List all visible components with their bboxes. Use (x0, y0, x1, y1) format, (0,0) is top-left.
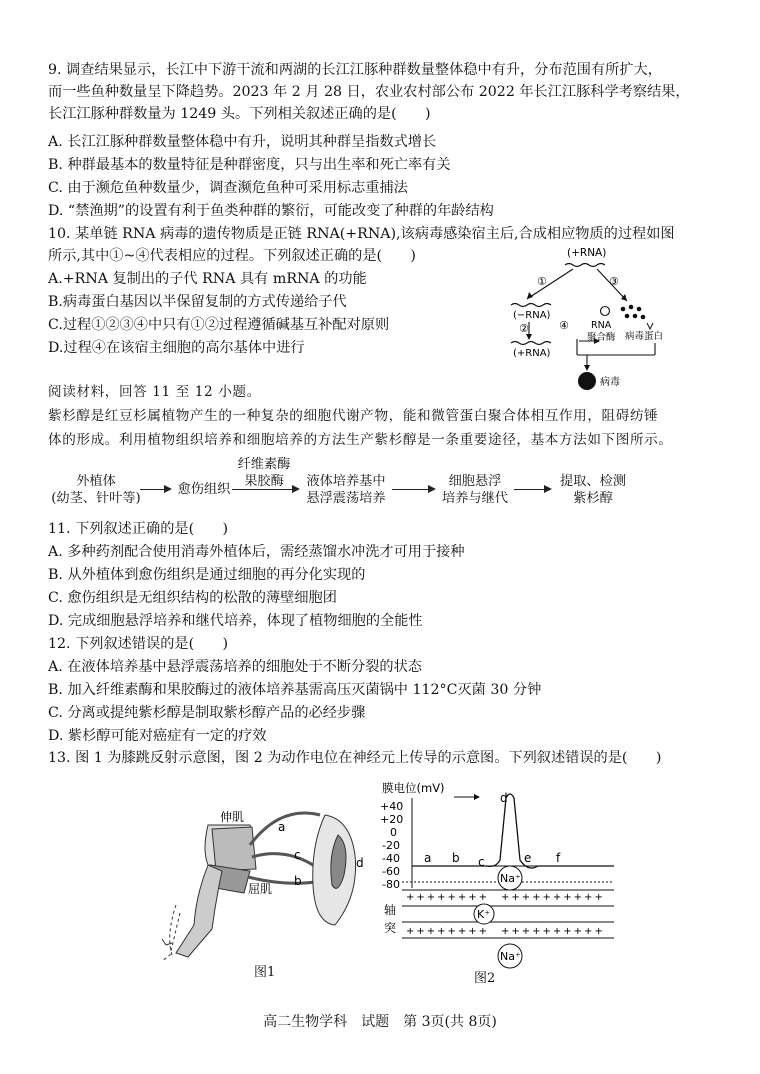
fig1-point-d: d (356, 856, 364, 870)
fig2-ylabel: 膜电位(mV) (382, 781, 445, 795)
top-rna-strand (565, 264, 605, 267)
q11-option-b: B. 从外植体到愈伤组织是通过细胞的再分化实现的 (48, 567, 366, 583)
svg-text:-20: -20 (382, 839, 400, 852)
plus-rna-strand (511, 342, 551, 345)
diagram-top-rna-label: (+RNA) (567, 247, 607, 259)
reading-intro: 阅读材料，回答 11 至 12 小题。 (48, 384, 261, 400)
q9-option-c: C. 由于濒危鱼种数量少，调查濒危鱼种可采用标志重捕法 (48, 180, 408, 196)
flow-step-liquid-culture-line-1: 液体培养基中 (306, 474, 386, 489)
q10-stem-line-1: 10. 某单链 RNA 病毒的遗传物质是正链 RNA(+RNA),该病毒感染宿主后,合成相应物质的过程如图 (48, 226, 675, 242)
q12-option-d: D. 紫杉醇可能对癌症有一定的疗效 (48, 728, 267, 744)
fig2-potential-curve (412, 794, 614, 868)
membrane-charges-bottom: ++++++++ ++++++++++ (406, 926, 605, 937)
fig2-point-e: e (524, 851, 532, 865)
fig2-point-d: d (500, 791, 508, 805)
virus-particle-icon (578, 372, 596, 390)
reading-text-line-1: 紫杉醇是红豆杉属植物产生的一种复杂的细胞代谢产物，能和微管蛋白聚合体相互作用，阻碍纺锤 (48, 408, 659, 424)
page-footer: 高二生物学科 试题 第 3页(共 8页) (263, 1014, 497, 1030)
flow-arrow-3 (392, 489, 434, 490)
virus-protein-dots-icon (621, 305, 653, 329)
fig2-point-b: b (452, 851, 460, 865)
reading-text-line-2: 体的形成。利用植物组织培养和细胞培养的方法生产紫杉醇是一条重要途径，基本方法如下图所示。 (48, 432, 673, 448)
rna-virus-diagram (505, 243, 705, 393)
minus-rna-label: (−RNA) (513, 310, 551, 321)
q9-stem-line-2: 而一些鱼种数量呈下降趋势。2023 年 2 月 28 日，农业农村部公布 2022 年长江江豚科学考察结果， (48, 84, 690, 100)
rna-polymerase-label-1: RNA (591, 320, 612, 331)
flow-enzyme-labels (232, 456, 296, 490)
virus-protein-label: 病毒蛋白 (625, 331, 664, 342)
fig1-point-b: b (294, 874, 302, 888)
fig1-point-a: a (278, 820, 286, 834)
flow-enzyme-pectinase: 果胶酶 (244, 474, 284, 489)
flow-step-explant-label: 外植体 (76, 474, 116, 489)
q11-option-c: C. 愈伤组织是无组织结构的松散的薄壁细胞团 (48, 590, 337, 606)
flow-step-suspension (436, 473, 514, 507)
fig2-point-a: a (424, 851, 432, 865)
q10-option-c: C.过程①②③④中只有①②过程遵循碱基互补配对原则 (48, 317, 390, 333)
flow-arrow-1 (140, 489, 170, 490)
figure-1-caption: 图1 (254, 965, 276, 980)
q9-stem-line-1: 9. 调查结果显示，长江中下游干流和两湖的长江江豚种群数量整体稳中有升，分布范围有所扩大， (48, 62, 662, 78)
q11-option-a: A. 多种药剂配合使用消毒外植体后，需经蒸馏水冲洗才可用于接种 (48, 544, 465, 560)
step-3-label: ③ (609, 275, 619, 288)
rna-polymerase-label-2: 聚合酶 (587, 332, 616, 343)
flow-step-suspension-line-1: 细胞悬浮 (448, 474, 502, 489)
q12-option-b: B. 加入纤维素酶和果胶酶过的液体培养基需高压灭菌锅中 112°C灭菌 30 分钟 (48, 682, 542, 698)
flow-step-liquid-culture (300, 473, 392, 507)
q10-option-a: A.+RNA 复制出的子代 RNA 具有 mRNA 的功能 (48, 271, 367, 287)
svg-text:0: 0 (390, 826, 397, 839)
q10-option-b: B.病毒蛋白基因以半保留复制的方式传递给子代 (48, 294, 347, 310)
step-2-label: ② (519, 322, 529, 335)
q9-option-d: D. “禁渔期”的设置有利于鱼类种群的繁衍，可能改变了种群的年龄结构 (48, 203, 494, 219)
step-1-label: ① (537, 275, 547, 288)
flow-enzyme-cellulase: 纤维素酶 (237, 457, 291, 472)
figure-2-caption: 图2 (474, 971, 496, 986)
axon-label-1: 轴 (384, 903, 397, 917)
fig2-point-c: c (478, 855, 485, 869)
flow-step-callus: 愈伤组织 (177, 482, 231, 497)
flow-step-extract (552, 473, 634, 507)
svg-text:-80: -80 (382, 878, 400, 891)
q12-option-a: A. 在液体培养基中悬浮震荡培养的细胞处于不断分裂的状态 (48, 659, 422, 675)
extensor-muscle-icon (212, 827, 256, 871)
flexor-label: 屈肌 (248, 882, 273, 896)
flow-step-liquid-culture-line-2: 悬浮震荡培养 (306, 491, 386, 506)
q9-option-b: B. 种群最基本的数量特征是种群密度，只与出生率和死亡率有关 (48, 157, 451, 173)
virus-label: 病毒 (600, 377, 620, 388)
fig2-y-ticks (380, 800, 403, 891)
q10-option-d: D.过程④在该宿主细胞的高尔基体中进行 (48, 340, 305, 356)
q13-stem: 13. 图 1 为膝跳反射示意图，图 2 为动作电位在神经元上传导的示意图。下列叙述错误的是( ) (48, 750, 662, 766)
membrane-charges-top: ++++++++ ++++++++++ (406, 892, 605, 903)
k-ion-label: K⁺ (477, 908, 491, 921)
efferent-nerve-extensor-icon (252, 854, 316, 867)
extensor-label: 伸肌 (220, 810, 245, 824)
flow-step-explant (50, 473, 142, 507)
figure-2-action-potential (378, 776, 623, 986)
q11-option-d: D. 完成细胞悬浮培养和继代培养，体现了植物细胞的全能性 (48, 613, 423, 629)
plus-rna-label: (+RNA) (513, 348, 551, 359)
q10-stem-line-2: 所示,其中①~④代表相应的过程。下列叙述正确的是( ) (48, 248, 416, 264)
na-ion-top-label: Na⁺ (500, 872, 521, 885)
flow-arrow-2 (232, 489, 298, 490)
rna-polymerase-icon (601, 307, 610, 316)
svg-text:-60: -60 (382, 865, 400, 878)
figure-1-knee-reflex (160, 795, 385, 985)
q9-option-a: A. 长江江豚种群数量整体稳中有升，说明其种群呈指数式增长 (48, 134, 437, 150)
minus-rna-strand (511, 304, 551, 307)
svg-text:+20: +20 (380, 813, 404, 826)
step-4-label: ④ (559, 319, 569, 332)
lower-leg-icon (176, 865, 222, 957)
flow-step-suspension-line-2: 培养与继代 (442, 491, 508, 506)
q11-stem: 11. 下列叙述正确的是( ) (48, 521, 229, 537)
q12-option-c: C. 分离或提纯紫杉醇是制取紫杉醇产品的必经步骤 (48, 705, 366, 721)
flow-step-extract-line-1: 提取、检测 (560, 474, 626, 489)
flow-step-explant-note: (幼茎、针叶等) (51, 491, 141, 506)
svg-text:-40: -40 (382, 852, 400, 865)
svg-text:+40: +40 (380, 800, 404, 813)
flow-step-extract-line-2: 紫杉醇 (573, 491, 613, 506)
na-ion-bottom-label: Na⁺ (500, 950, 521, 963)
fig1-point-c: c (294, 848, 301, 862)
q9-stem-line-3: 长江江豚种群数量为 1249 头。下列相关叙述正确的是( ) (48, 106, 431, 122)
fig2-point-f: f (556, 851, 561, 865)
flow-arrow-4 (514, 489, 550, 490)
q12-stem: 12. 下列叙述错误的是( ) (48, 636, 229, 652)
axon-label-2: 突 (384, 921, 397, 935)
